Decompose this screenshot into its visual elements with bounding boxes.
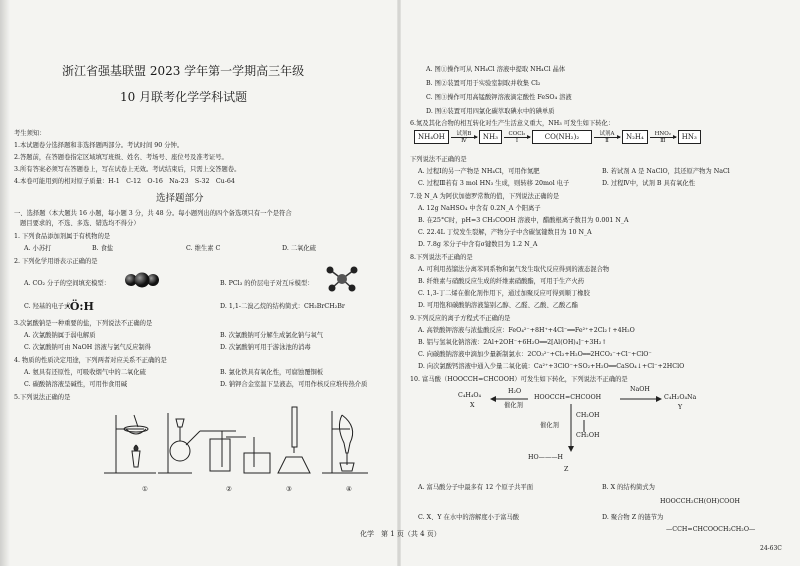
q2-option: A. CO₂ 分子的空间填充模型：	[24, 280, 111, 287]
exam-title-line1: 浙江省强基联盟 2023 学年第一学期高三年级	[62, 64, 305, 78]
scheme-y-formula: C₄H₂O₄Na	[664, 394, 697, 401]
q6-option: A. 过程Ⅰ的另一产物是 NH₄Cl，可用作氮肥	[418, 168, 540, 175]
reverse-arrow	[490, 396, 530, 402]
flow-box: HN₃	[678, 130, 701, 144]
q3-option: A. 次氯酸钠属于弱电解质	[24, 332, 96, 339]
q1-option: A. 小苏打	[24, 245, 52, 252]
apparatus-label: ②	[226, 486, 232, 493]
flow-step: Ⅱ	[605, 137, 609, 144]
forward-arrow	[620, 396, 662, 402]
scheme-catalyst-2: 催化剂	[540, 422, 559, 429]
q4-option: A. 氨具有还原性，可吸收烟气中的二氧化硫	[24, 369, 146, 376]
page-fold	[397, 0, 401, 566]
question-2: 2. 下列化学用语表示正确的是	[14, 258, 98, 265]
nitrogen-conversion-flow	[414, 128, 701, 146]
question-10: 10. 富马酸（HOOCCH=CHCOOH）可发生如下转化，下列说法不正确的是	[410, 376, 628, 383]
q8-option: A. 可利用蒸馏法分离苯同系物和氯气发生取代反应得到的液态混合物	[418, 266, 610, 273]
q6-option: B. 若试剂 A 是 NaClO，其还原产物为 NaCl	[602, 168, 730, 175]
notice-item: 3.所有答案必须写在答题卷上，写在试卷上无效。考试结束后，只需上交答题卷。	[14, 166, 241, 173]
q9-option: C. 向碳酸钠溶液中滴加少量新制氯水：2CO₃²⁻+Cl₂+H₂O══2HCO₃⁻+Cl⁻+ClO⁻	[418, 351, 652, 358]
q9-option: D. 向次氯酸钙溶液中通入少量二氧化硫：Ca²⁺+3ClO⁻+SO₂+H₂O══CaSO₄↓+Cl⁻+2HClO	[418, 363, 685, 370]
flow-step: Ⅳ	[461, 137, 467, 144]
question-5: 5.下列说法正确的是	[14, 394, 71, 401]
q1-option: C. 维生素 C	[186, 245, 221, 252]
hydroxyl-electron-formula: ·Ö:H	[66, 300, 94, 313]
flow-arrow	[451, 131, 477, 144]
evaporating-dish-apparatus	[104, 415, 156, 473]
flow-reagent: 试剂B	[456, 130, 472, 137]
flow-reagent: HNO₂	[654, 130, 671, 137]
paper-code: 24-63C	[760, 545, 782, 552]
q2-option: D. 1,1-二溴乙烷的结构简式：CH₂BrCH₂Br	[220, 303, 345, 310]
scheme-x-formula: C₄H₄O₄	[458, 392, 482, 399]
scheme-glycol: CH₂OH	[576, 412, 600, 419]
scheme-y-label: Y	[678, 404, 683, 411]
question-7: 7.设 N_A 为阿伏加德罗常数的值，下列说法正确的是	[410, 193, 560, 200]
question-8: 8.下列说法不正确的是	[410, 254, 473, 261]
q6-option: D. 过程Ⅳ中，试剂 B 具有氧化性	[602, 180, 696, 187]
flow-box: NH₃	[479, 130, 502, 144]
q4-option: D. 钠钾合金室温下呈液态，可用作核反应堆传热介质	[220, 381, 368, 388]
q7-option: C. 22.4L 丁烷发生裂解，产物分子中含碳氢键数目为 10 N_A	[418, 229, 592, 236]
q3-option: B. 次氯酸钠可分解生成氯化钠与氧气	[220, 332, 324, 339]
q3-option: D. 次氯酸钠可用于游泳池的消毒	[220, 344, 311, 351]
flow-step: Ⅰ	[515, 137, 519, 144]
q5-option: A. 图①操作可从 NH₄Cl 溶液中提取 NH₄Cl 晶体	[426, 66, 566, 73]
instructions: 题目要求的，不选、多选、错选均不得分）	[20, 220, 140, 227]
q1-option: D. 二氧化硫	[282, 245, 317, 252]
q8-option: B. 纤维素与硝酸反应生成的纤维素硝酸酯，可用于生产火药	[418, 278, 585, 285]
lab-apparatus-figures	[96, 405, 386, 480]
q1-option: B. 食盐	[92, 245, 114, 252]
notice-item: 4.本卷可能用到的相对原子质量：H-1 C-12 O-16 Na-23 S-32 Cu-64	[14, 178, 235, 185]
q10-b-formula: HOOCCH₂CH(OH)COOH	[660, 498, 740, 505]
q10-option: A. 富马酸分子中最多有 12 个原子共平面	[418, 484, 534, 491]
flow-arrow	[650, 131, 676, 144]
question-9: 9.下列反应的离子方程式不正确的是	[410, 315, 511, 322]
notice-item: 1.本试题卷分选择题和非选择题两部分。考试时间 90 分钟。	[14, 142, 184, 149]
chlorine-generation-apparatus	[158, 413, 270, 473]
q3-option: C. 次氯酸钠可由 NaOH 溶液与氯气反应制得	[24, 344, 151, 351]
q6-option: C. 过程Ⅲ若有 3 mol HN₃ 生成，则转移 20mol 电子	[418, 180, 570, 187]
apparatus-label: ①	[142, 486, 148, 493]
bond-line	[582, 420, 586, 432]
q2-option: B. PCl₃ 的价层电子对互斥模型：	[220, 280, 314, 287]
page-footer: 化学 第 1 页（共 4 页）	[360, 530, 441, 538]
flow-reagent: COCl₂	[508, 130, 526, 137]
scheme-x-label: X	[470, 402, 475, 409]
q7-option: B. 在25°C时，pH=3 CH₃COOH 溶液中，醋酸根离子数目为 0.001 N_A	[418, 217, 629, 224]
q4-option: C. 碳酸钠溶液呈碱性，可用作食用碱	[24, 381, 128, 388]
scheme-glycol: CH₂OH	[576, 432, 600, 439]
q9-option: A. 高铁酸钾溶液与浓盐酸反应：FeO₄²⁻+8H⁺+4Cl⁻══Fe²⁺+2Cl₂↑+4H₂O	[418, 327, 635, 334]
flow-step: Ⅲ	[660, 137, 666, 144]
q5-option: C. 图③操作可用高锰酸钾溶液滴定酸性 FeSO₄ 溶液	[426, 94, 572, 101]
scheme-fumaric-acid: HOOCCH=CHCOOH	[534, 394, 602, 401]
q10-option: C. X、Y 在水中的溶解度小于富马酸	[418, 514, 520, 521]
apparatus-label: ③	[286, 486, 292, 493]
scheme-polymer: HO⁠—⁠—⁠—H	[528, 454, 564, 461]
q5-option: B. 图②装置可用于实验室制取并收集 Cl₂	[426, 80, 541, 87]
question-4: 4. 物质的性质决定用途，下列两者对应关系不正确的是	[14, 357, 167, 364]
q7-option: A. 12g NaHSO₄ 中含有 0.2N_A 个阳离子	[418, 205, 541, 212]
flow-arrow	[504, 131, 530, 144]
scheme-z-label: Z	[564, 466, 569, 473]
question-3: 3.次氯酸钠是一种重要的盐，下列说法不正确的是	[14, 320, 153, 327]
question-6: 6.氮及其化合物的相互转化对生产生活意义重大，NH₃ 可发生如下转化：	[410, 120, 615, 127]
scheme-naoh: NaOH	[630, 386, 650, 393]
notice-heading: 考生须知：	[14, 130, 46, 137]
left-column	[0, 0, 394, 566]
q10-option: D. 聚合物 Z 的链节为	[602, 514, 664, 521]
q8-option: D. 可用饱和碳酸钠溶液鉴别乙醇、乙醛、乙酸、乙酸乙酯	[418, 302, 578, 309]
question-1: 1. 下列食品添加剂属于有机物的是	[14, 233, 111, 240]
right-column	[404, 0, 796, 566]
q2-option: C. 羟基的电子式：	[24, 303, 77, 310]
pcl3-vsepr-model	[324, 266, 360, 292]
titration-apparatus	[278, 407, 310, 473]
q5-option: D. 图④装置可用四氯化碳萃取碘水中的碘单质	[426, 108, 555, 115]
q7-option: D. 7.8g 苯分子中含有σ键数目为 1.2 N_A	[418, 241, 538, 248]
section-heading: 选择题部分	[156, 193, 204, 204]
q4-option: B. 氯化铁具有氧化性，可腐蚀覆铜板	[220, 369, 324, 376]
scheme-water: H₂O	[508, 388, 522, 395]
instructions: 一、选择题（本大题共 16 小题，每小题 3 分，共 48 分。每小题列出的四个备选项只有一个是符合	[14, 210, 292, 217]
q9-option: B. 铝与氢氧化钠溶液：2Al+2OH⁻+6H₂O══2[Al(OH)₄]⁻+3H₂↑	[418, 339, 607, 346]
flow-box: CO(NH₂)₂	[532, 130, 592, 144]
q6-sub: 下列说法不正确的是	[410, 156, 467, 163]
co2-space-filling-model	[122, 272, 162, 288]
notice-item: 2.答题前，在答题卷指定区域填写班级、姓名、考场号、座位号及准考证号。	[14, 154, 228, 161]
flow-box: NH₄OH	[414, 130, 449, 144]
q10-d-formula: —CCH=CHCOOCH₂CH₂O—	[666, 526, 756, 533]
flow-arrow	[594, 131, 620, 144]
separatory-funnel-apparatus	[322, 411, 368, 473]
exam-title-line2: 10 月联考化学学科试题	[120, 90, 248, 104]
down-arrow	[568, 404, 574, 452]
scheme-catalyst: 催化剂	[504, 402, 523, 409]
q10-option: B. X 的结构简式为	[602, 484, 655, 491]
flow-box: N₂H₄	[622, 130, 648, 144]
q8-option: C. 1,3-丁二烯在催化剂作用下，通过加聚反应可得到顺丁橡胶	[418, 290, 590, 297]
flow-reagent: 试剂A	[599, 130, 615, 137]
apparatus-label: ④	[346, 486, 352, 493]
